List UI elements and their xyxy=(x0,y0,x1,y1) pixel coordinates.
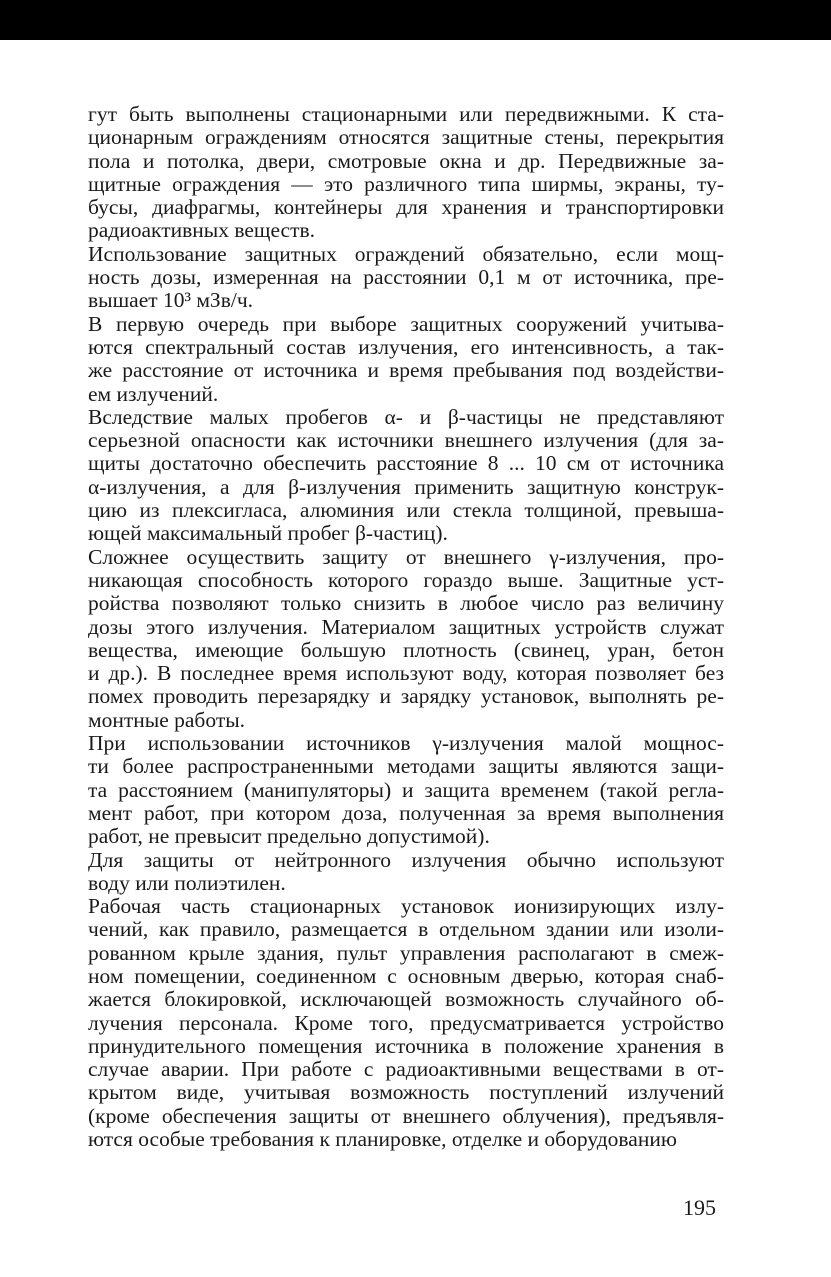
text-line: принудительного помещения источника в положение хранения в xyxy=(88,1033,724,1058)
text-line: воду или полиэтилен. xyxy=(88,870,286,895)
text-line: ность дозы, измеренная на расстоянии 0,1 м от источника, пре- xyxy=(88,265,724,290)
text-line: ем излучений. xyxy=(88,381,219,406)
text-line: Вследствие малых пробегов α- и β-частицы не представляют xyxy=(88,404,724,429)
text-line: ются особые требования к планировке, отделке и оборудованию xyxy=(88,1127,677,1152)
text-line: мент работ, при котором доза, полученная за время выполнения xyxy=(88,800,724,825)
text-line: радиоактивных веществ. xyxy=(88,218,315,243)
text-line: В первую очередь при выборе защитных сооружений учитыва- xyxy=(88,311,724,336)
paragraph xyxy=(88,895,724,1151)
scan-top-border xyxy=(0,0,831,40)
text-line: крытом виде, учитывая возможность поступлений излучений xyxy=(88,1080,724,1105)
paragraph xyxy=(88,546,724,732)
text-line: цию из плексигласа, алюминия или стекла толщиной, превыша- xyxy=(88,498,724,523)
text-line: та расстоянием (манипуляторы) и защита временем (такой регла- xyxy=(88,777,724,802)
text-line: ном помещении, соединенном с основным дверью, которая снаб- xyxy=(88,963,724,988)
paragraph xyxy=(88,406,724,546)
text-line: жается блокировкой, исключающей возможность случайного об- xyxy=(88,987,724,1012)
text-line: ющей максимальный пробег β-частиц). xyxy=(88,521,448,546)
text-line: Сложнее осуществить защиту от внешнего γ-излучения, про- xyxy=(88,544,724,569)
text-line: Использование защитных ограждений обязательно, если мощ- xyxy=(88,241,724,266)
page-body-text xyxy=(88,103,724,1151)
text-line: гут быть выполнены стационарными или передвижными. К ста- xyxy=(88,102,724,126)
text-line: ются спектральный состав излучения, его интенсивность, а так- xyxy=(88,334,724,359)
text-line: пола и потолка, двери, смотровые окна и др. Передвижные за- xyxy=(88,148,724,173)
text-line: же расстояние от источника и время пребывания под воздействи- xyxy=(88,358,724,383)
text-line: (кроме обеспечения защиты от внешнего облучения), предъявля- xyxy=(88,1103,724,1128)
text-line: и др.). В последнее время используют воду, которая позволяет без xyxy=(88,661,724,686)
text-line: При использовании источников γ-излучения малой мощнос- xyxy=(88,731,724,756)
text-line: работ, не превысит предельно допустимой). xyxy=(88,824,490,849)
text-line: чений, как правило, размещается в отдельном здании или изоли- xyxy=(88,917,724,942)
text-line: серьезной опасности как источники внешнего излучения (для за- xyxy=(88,428,724,453)
text-line: бусы, диафрагмы, контейнеры для хранения и транспортировки xyxy=(88,195,724,220)
paragraph xyxy=(88,313,724,406)
paragraph xyxy=(88,732,724,848)
page-number: 195 xyxy=(683,1195,716,1220)
text-line: щиты достаточно обеспечить расстояние 8 ... 10 см от источника xyxy=(88,451,724,476)
paragraph xyxy=(88,243,724,313)
text-line: случае аварии. При работе с радиоактивными веществами в от- xyxy=(88,1057,724,1082)
text-line: ройства позволяют только снизить в любое число раз величину xyxy=(88,591,724,616)
text-line: рованном крыле здания, пульт управления располагают в смеж- xyxy=(88,940,724,965)
text-line: α-излучения, а для β-излучения применить защитную конструк- xyxy=(88,474,724,499)
text-line: вышает 10³ мЗв/ч. xyxy=(88,288,254,313)
paragraph xyxy=(88,849,724,896)
text-line: Рабочая часть стационарных установок ионизирующих излу- xyxy=(88,894,724,919)
text-line: помех проводить перезарядку и зарядку установок, выполнять ре- xyxy=(88,684,724,709)
text-line: ти более распространенными методами защиты являются защи- xyxy=(88,754,724,779)
text-line: дозы этого излучения. Материалом защитных устройств служат xyxy=(88,614,724,639)
paragraph xyxy=(88,103,724,243)
text-line: лучения персонала. Кроме того, предусматривается устройство xyxy=(88,1010,724,1035)
text-line: монтные работы. xyxy=(88,707,246,732)
text-line: вещества, имеющие большую плотность (свинец, уран, бетон xyxy=(88,637,724,662)
text-line: Для защиты от нейтронного излучения обычно используют xyxy=(88,847,724,872)
text-line: никающая способность которого гораздо выше. Защитные уст- xyxy=(88,567,724,592)
text-line: щитные ограждения — это различного типа ширмы, экраны, ту- xyxy=(88,171,724,196)
text-line: ционарным ограждениям относятся защитные стены, перекрытия xyxy=(88,125,724,150)
